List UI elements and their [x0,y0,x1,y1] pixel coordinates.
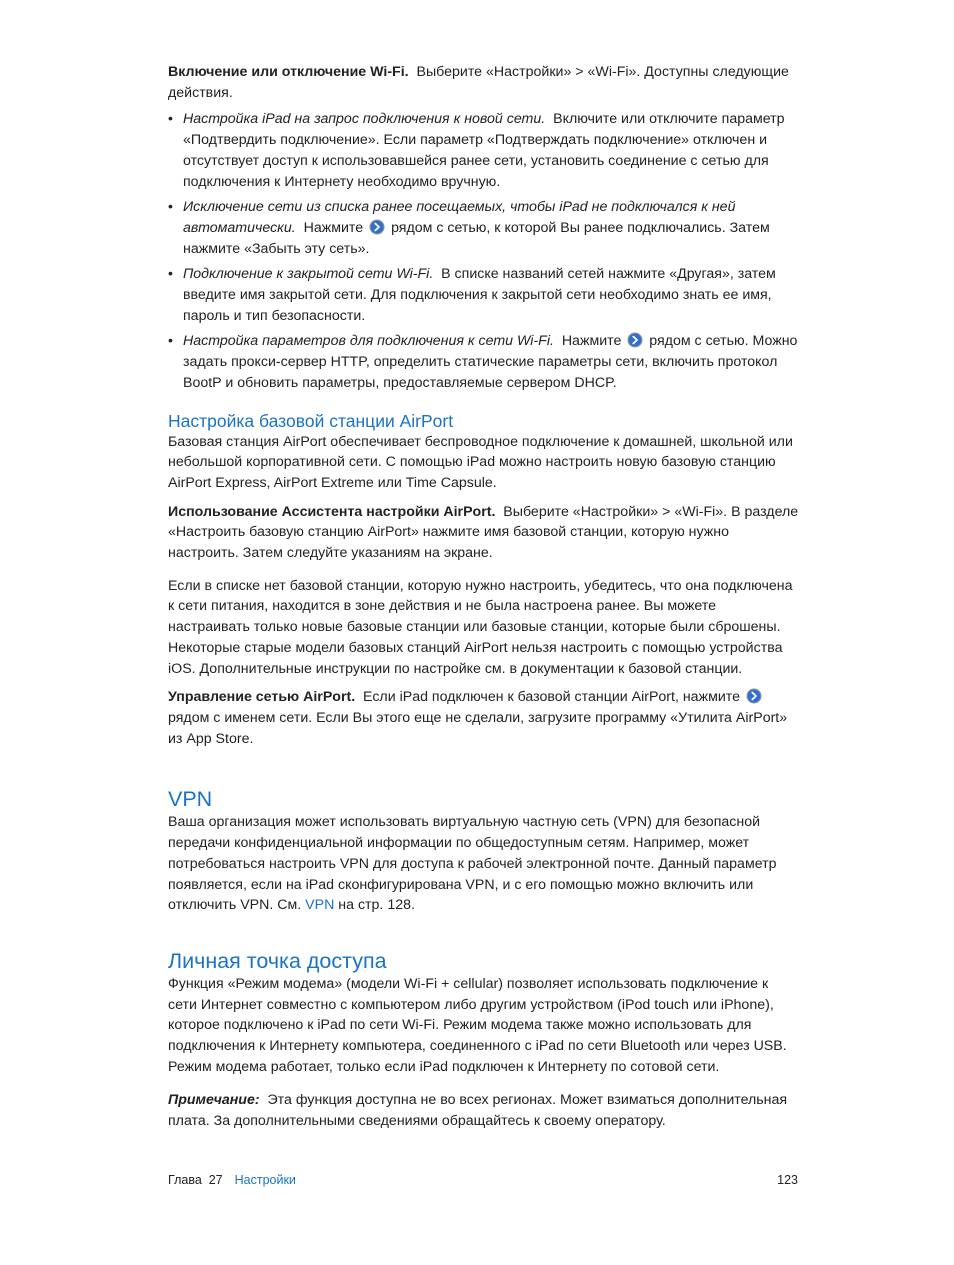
wifi-paragraph [168,62,800,103]
vpn-text: Ваша организация может использовать виртуальную частную сеть (VPN) для безопасной передачи конфиденциальной информации по общедоступным сетям. Например, может потребоваться настроить VPN для доступа к рабочей электронной почте. Данный параметр появляется, если на iPad сконфигурирована VPN, и с его помощью можно включить или отключить VPN. См. [168,814,777,914]
vpn-heading: VPN [168,787,213,812]
info-arrow-icon[interactable] [627,332,643,348]
hotspot-note [168,1090,800,1131]
bullet-text-post: рядом с сетью. Можно задать прокси‑сервер HTTP, определить статические параметры сети, включить протокол BootP и обновить параметры, предоставляемые сервером DHCP. [183,333,798,391]
bullet-title: Подключение к закрытой сети Wi‑Fi. [183,266,434,283]
airport-assistant-lead: Использование Ассистента настройки AirPort. [168,503,496,520]
bullet-title: Настройка параметров для подключения к сети Wi‑Fi. [183,333,554,350]
airport-note: Если в списке нет базовой станции, которую нужно настроить, убедитесь, что она подключена к сети питания, находится в зоне действия и не была настроена ранее. Вы можете настраивать только новые базовые станции или базовые станции, которые были сброшены. Некоторые старые модели базовых станций AirPort нельзя настроить с помощью устройства iOS. Дополнительные инструкции по настройке см. в документации к базовой станции. [168,577,793,677]
bullet-title: Исключение сети из списка ранее посещаемых, чтобы iPad не подключался к ней автоматически. [183,199,736,236]
bullet-text-post: рядом с сетью, к которой Вы ранее подключались. Затем нажмите «Забыть эту сеть». [183,219,770,257]
vpn-link[interactable]: VPN [305,897,335,914]
vpn-text-after: на стр. 128. [338,897,415,914]
list-item [168,331,800,393]
airport-heading: Настройка базовой станции AirPort [168,410,454,431]
airport-intro: Базовая станция AirPort обеспечивает беспроводное подключение к домашней, школьной или небольшой корпоративной сети. С помощью iPad можно настроить новую базовую станцию AirPort Express, AirPort Extreme или Time Capsule. [168,433,793,491]
bullet-title: Настройка iPad на запрос подключения к новой сети. [183,111,546,128]
list-item [168,264,800,326]
chapter-label: Глава 27 [168,1173,223,1187]
hotspot-paragraph: Функция «Режим модема» (модели Wi‑Fi + cellular) позволяет использовать подключение к сети Интернет совместно с компьютером либо другим устройством (iPod touch или iPhone), которое подключено к iPad по сети Wi‑Fi. Режим модема также можно использовать для подключения к Интернету компьютера, соединенного с iPad по сети Bluetooth или через USB. Режим модема работает, только если iPad подключен к Интернету по сотовой сети. [168,975,787,1075]
wifi-text: Выберите «Настройки» > «Wi‑Fi». Доступны следующие действия. [168,64,789,101]
footer-chapter [168,1173,296,1187]
bullet-text: Включите или отключите параметр «Подтвердить подключение». Если параметр «Подтверждать подключение» отключен и отсутствует доступ к использовавшейся ранее сети, установить соединение с сетью для подключения к Интернету необходимо вручную. [183,111,785,190]
info-arrow-icon[interactable] [369,219,385,235]
airport-manage-post: рядом с именем сети. Если Вы этого еще не сделали, загрузите программу «Утилита AirPort» из App Store. [168,709,788,747]
note-text: Эта функция доступна не во всех регионах. Может взиматься дополнительная плата. За дополнительными сведениями обращайтесь к своему оператору. [168,1092,788,1130]
airport-manage-paragraph [168,687,800,749]
chapter-name-link[interactable]: Настройки [234,1173,296,1187]
wifi-lead: Включение или отключение Wi‑Fi. [168,64,409,80]
airport-manage-lead: Управление сетью AirPort. [168,689,356,706]
list-item [168,109,800,192]
airport-assistant-paragraph [168,502,800,564]
note-label: Примечание: [168,1092,260,1109]
list-item [168,197,800,259]
page-content [168,62,800,1132]
bullet-text-pre: Нажмите [561,333,622,350]
page-number: 123 [777,1173,798,1187]
airport-assistant-text: Выберите «Настройки» > «Wi‑Fi». В разделе «Настроить базовую станцию AirPort» нажмите имя базовой станции, которую нужно настроить. Затем следуйте указаниям на экране. [168,503,799,562]
wifi-options-list [168,109,800,393]
hotspot-heading: Личная точка доступа [168,948,387,973]
bullet-text-pre: Нажмите [303,219,364,236]
bullet-text: В списке названий сетей нажмите «Другая», затем введите имя закрытой сети. Для подключения к закрытой сети необходимо знать ее имя, пароль и тип безопасности. [183,266,776,324]
info-arrow-icon[interactable] [746,688,762,704]
vpn-paragraph [168,812,800,916]
airport-manage-pre: Если iPad подключен к базовой станции AirPort, нажмите [363,689,740,706]
